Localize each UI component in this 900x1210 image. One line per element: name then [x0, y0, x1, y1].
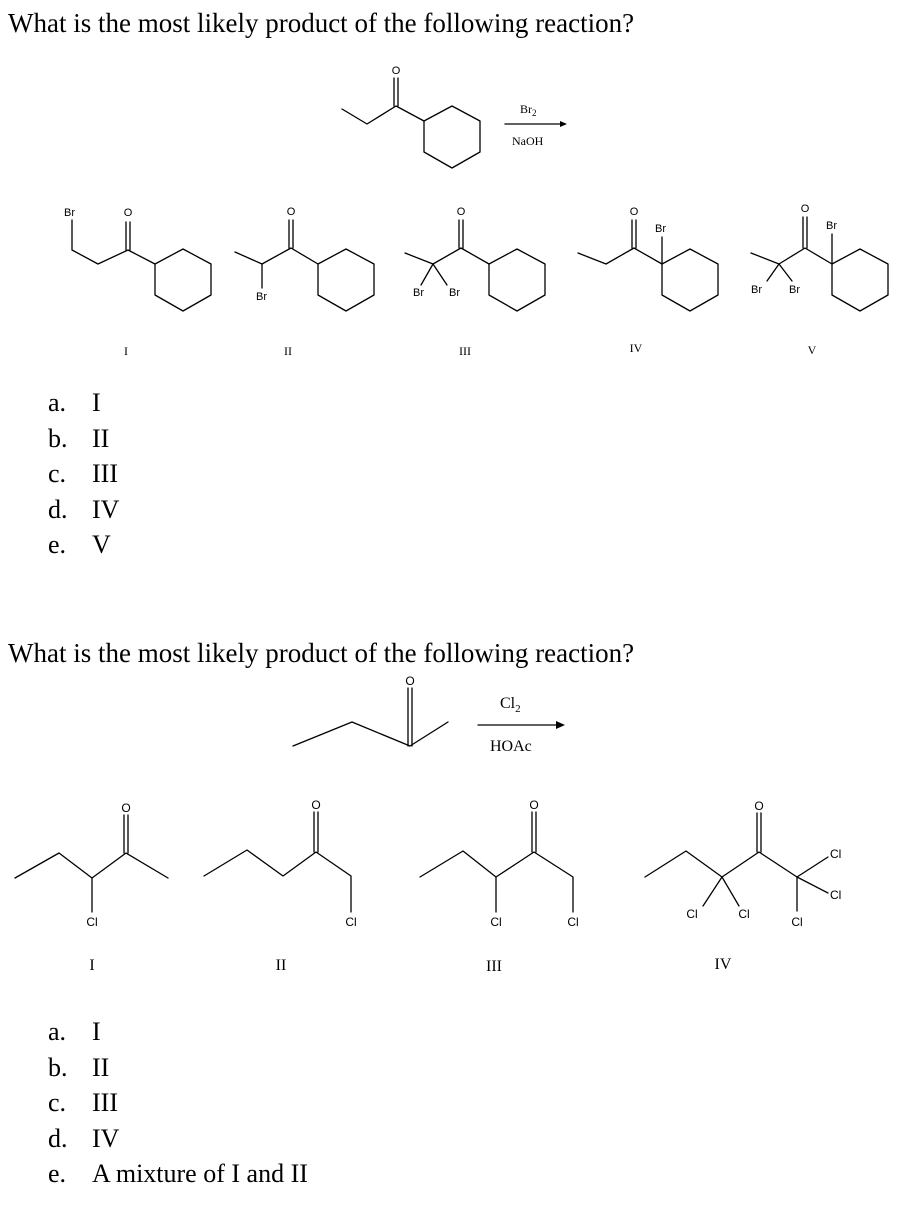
choice-letter: e. [48, 1159, 67, 1188]
q1-p2-bromine-label: Br [256, 291, 267, 303]
q1-p5-oxygen-label: O [800, 203, 810, 215]
q1-choice-a[interactable] [48, 385, 119, 421]
q1-p4-oxygen-label: O [629, 206, 639, 218]
q1-p2-oxygen-label: O [286, 206, 296, 218]
q2-product-4 [645, 799, 841, 973]
q2-p2-chlorine-label: Cl [345, 915, 357, 929]
q2-product-2 [204, 798, 357, 974]
choice-letter: d. [48, 494, 68, 524]
q1-product-3 [405, 206, 545, 358]
q2-product-3 [420, 798, 579, 975]
q2-reagent-top: Cl [500, 695, 516, 712]
q1-choice-b[interactable] [48, 421, 119, 457]
q2-reactant-oxygen-label: O [405, 674, 415, 688]
q2-reagent-bottom: HOAc [490, 738, 532, 755]
q1-product-label-5: V [807, 343, 817, 357]
q2-p4-chlorine-top-right: Cl [830, 847, 842, 861]
q2-reactant [293, 674, 448, 746]
q1-choice-e[interactable] [48, 527, 119, 563]
q1-p3-bromine-left: Br [413, 287, 424, 299]
q1-p3-oxygen-label: O [456, 206, 466, 218]
q2-p1-oxygen-label: O [121, 801, 131, 815]
choice-text: IV [92, 494, 120, 524]
q2-product-label-2: II [275, 957, 287, 974]
q1-p1-bromine-label: Br [64, 207, 75, 219]
choice-letter: a. [48, 388, 67, 417]
q1-p5-bromine-left: Br [751, 284, 762, 296]
q2-product-label-1: I [89, 957, 95, 974]
q2-choice-c[interactable] [48, 1085, 308, 1121]
q2-choice-b[interactable] [48, 1050, 308, 1086]
q1-product-1 [64, 207, 211, 358]
q1-product-2 [235, 206, 374, 358]
choice-text: I [92, 388, 101, 417]
choice-text: IV [92, 1123, 120, 1153]
choice-letter: a. [48, 1017, 67, 1046]
q2-p4-chlorine-bottom-right: Cl [830, 888, 842, 902]
choice-text: III [92, 1088, 118, 1117]
q2-product-label-4: IV [714, 956, 732, 973]
q1-reaction-arrow [505, 102, 567, 148]
q2-reagent-top-subscript: 2 [515, 703, 521, 715]
q2-answer-choices [48, 1014, 308, 1192]
q2-product-1 [15, 801, 168, 974]
q1-reagent-top: Br [520, 102, 532, 116]
q1-product-label-4: IV [629, 341, 643, 355]
q2-p3-chlorine-left: Cl [490, 915, 502, 929]
choice-text: A mixture of I and II [92, 1159, 308, 1188]
choice-letter: b. [48, 423, 68, 453]
q1-answer-choices [48, 385, 119, 563]
q1-p1-oxygen-label: O [123, 207, 133, 219]
choice-text: II [92, 1052, 110, 1082]
question-1-text: What is the most likely product of the following reaction? [8, 8, 635, 38]
q1-reagent-top-subscript: 2 [532, 108, 537, 118]
q2-p3-chlorine-right: Cl [567, 915, 579, 929]
q2-p4-chlorine-mid: Cl [738, 907, 750, 921]
choice-letter: c. [48, 1088, 67, 1117]
choice-text: III [92, 459, 118, 488]
q1-reagent-bottom: NaOH [512, 134, 544, 148]
choice-letter: c. [48, 459, 67, 488]
q2-p1-chlorine-label: Cl [86, 915, 98, 929]
svg-text:Br2 [520, 102, 537, 118]
q2-p3-oxygen-label: O [529, 798, 539, 812]
choice-text: I [92, 1017, 101, 1046]
q1-p5-bromine-right: Br [789, 284, 800, 296]
choice-text: V [92, 530, 111, 559]
choice-letter: e. [48, 530, 67, 559]
q1-choice-c[interactable] [48, 456, 119, 492]
q2-p4-oxygen-label: O [754, 799, 764, 813]
q2-reaction-arrow [478, 695, 565, 755]
q1-product-label-2: II [284, 344, 292, 358]
q2-p4-chlorine-bottom: Cl [791, 915, 803, 929]
question-2-text: What is the most likely product of the following reaction? [8, 638, 635, 668]
q1-reactant-oxygen-label: O [391, 65, 401, 77]
q2-p2-oxygen-label: O [311, 798, 321, 812]
choice-letter: b. [48, 1052, 68, 1082]
q2-p4-chlorine-left: Cl [686, 907, 698, 921]
q1-p5-bromine-ring: Br [826, 220, 837, 232]
svg-text:Cl2 [500, 695, 521, 715]
choice-text: II [92, 423, 110, 453]
q1-p4-bromine-label: Br [655, 223, 666, 235]
q1-product-label-3: III [459, 344, 471, 358]
q1-product-label-1: I [124, 344, 128, 358]
q2-product-label-3: III [486, 958, 502, 975]
q2-choice-d[interactable] [48, 1121, 308, 1157]
q1-product-5 [751, 203, 888, 357]
q1-choice-d[interactable] [48, 492, 119, 528]
q2-choice-e[interactable] [48, 1156, 308, 1192]
q2-choice-a[interactable] [48, 1014, 308, 1050]
q1-reactant [342, 65, 480, 168]
q1-product-4 [578, 206, 718, 355]
q1-p3-bromine-right: Br [449, 287, 460, 299]
choice-letter: d. [48, 1123, 68, 1153]
